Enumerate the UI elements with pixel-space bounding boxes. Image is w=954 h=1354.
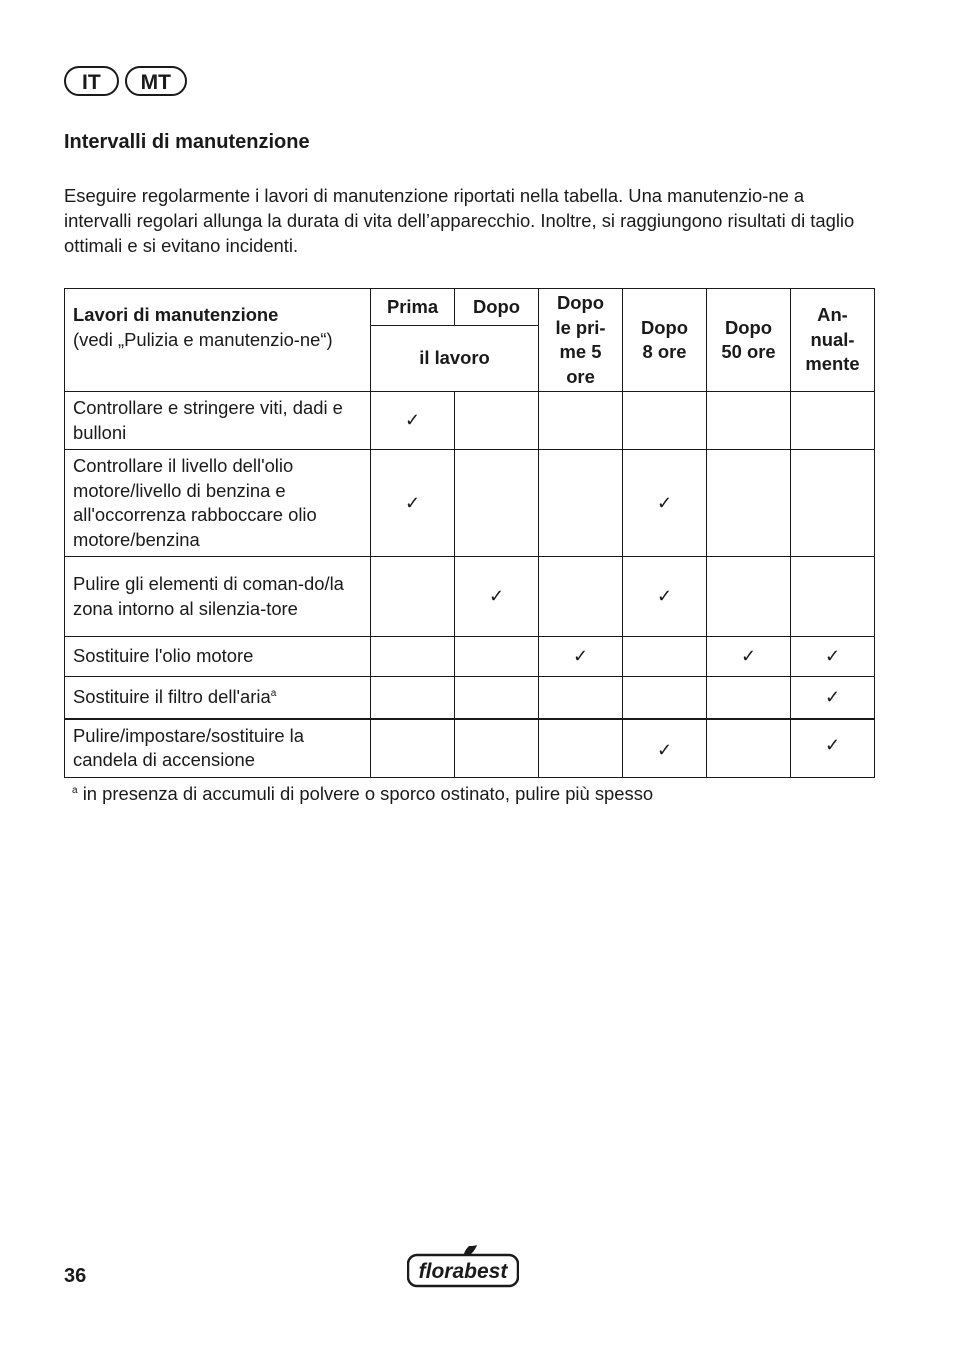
check-cell [791, 719, 875, 778]
check-cell [707, 450, 791, 557]
check-cell [707, 719, 791, 778]
check-cell [623, 719, 707, 778]
check-cell [371, 637, 455, 677]
check-cell [623, 677, 707, 719]
check-cell [791, 557, 875, 637]
check-icon: ✓ [488, 586, 505, 607]
check-cell [455, 677, 539, 719]
header-dopo-5-ore-label: Dopo le pri-me 5 ore [555, 292, 606, 387]
header-dopo-50-ore-label: Dopo 50 ore [721, 316, 776, 362]
check-icon: ✓ [824, 646, 841, 667]
check-cell [707, 637, 791, 677]
task-cell [65, 557, 371, 637]
header-tasks [65, 289, 371, 392]
table-row [65, 719, 875, 778]
check-cell [707, 677, 791, 719]
check-icon: ✓ [824, 687, 841, 707]
check-icon: ✓ [824, 734, 841, 755]
check-cell [791, 637, 875, 677]
footnote-marker: a [72, 784, 78, 796]
check-cell [707, 392, 791, 450]
logo-text: florabest [418, 1260, 508, 1283]
header-annualmente-label: An-nual-mente [805, 304, 860, 375]
check-cell [539, 677, 623, 719]
check-cell [539, 557, 623, 637]
header-dopo-5-ore [539, 289, 623, 392]
check-icon: ✓ [656, 492, 673, 513]
florabest-logo [407, 1244, 519, 1288]
check-icon: ✓ [656, 586, 673, 607]
section-title: Intervalli di manutenzione [64, 131, 310, 153]
table-row [65, 450, 875, 557]
check-icon: ✓ [404, 410, 421, 431]
task-label: Sostituire l'olio motore [73, 645, 254, 667]
check-cell [539, 719, 623, 778]
lang-badge-it: IT [64, 66, 119, 96]
check-cell [371, 557, 455, 637]
header-dopo-50-ore [707, 289, 791, 392]
table-row [65, 557, 875, 637]
header-dopo-8-ore-label: Dopo 8 ore [641, 316, 688, 362]
task-cell [65, 719, 371, 778]
task-cell [65, 450, 371, 557]
check-cell [791, 677, 875, 719]
task-footnote-marker: a [270, 687, 277, 699]
header-dopo: Dopo [455, 289, 539, 326]
check-icon: ✓ [740, 646, 757, 667]
page-number: 36 [64, 1265, 87, 1287]
footnote [72, 783, 653, 805]
check-cell [371, 450, 455, 557]
table-header-row [65, 289, 875, 326]
check-cell [707, 557, 791, 637]
check-cell [539, 450, 623, 557]
table-row [65, 637, 875, 677]
check-icon: ✓ [404, 492, 421, 513]
header-prima: Prima [371, 289, 455, 326]
check-cell [455, 450, 539, 557]
maintenance-table [64, 288, 875, 778]
task-cell [65, 637, 371, 677]
task-cell [65, 677, 371, 719]
check-cell [455, 392, 539, 450]
task-label: Pulire gli elementi di coman-do/la zona intorno al silenzia-tore [73, 573, 344, 619]
table-row [65, 392, 875, 450]
check-cell [623, 637, 707, 677]
check-icon: ✓ [572, 646, 589, 667]
task-label: Sostituire il filtro dell'aria [73, 686, 271, 707]
check-cell [791, 392, 875, 450]
check-cell [539, 637, 623, 677]
check-cell [371, 677, 455, 719]
task-label: Controllare e stringere viti, dadi e bulloni [73, 397, 343, 443]
header-dopo-8-ore [623, 289, 707, 392]
table-body [65, 392, 875, 778]
intro-paragraph: Eseguire regolarmente i lavori di manutenzione riportati nella tabella. Una manutenzio-ne a intervalli regolari allunga la durata di vita dell’apparecchio. Inoltre, si raggiungono risultati di taglio ottimali e si evitano incidenti. [64, 185, 855, 256]
header-tasks-subtitle: (vedi „Pulizia e manutenzio-ne“) [73, 328, 333, 350]
header-annualmente [791, 289, 875, 392]
check-cell [455, 719, 539, 778]
task-label: Pulire/impostare/sostituire la candela di accensione [73, 724, 304, 770]
check-cell [455, 637, 539, 677]
check-cell [623, 392, 707, 450]
footnote-text: in presenza di accumuli di polvere o sporco ostinato, pulire più spesso [82, 783, 654, 804]
check-cell [539, 392, 623, 450]
check-cell [791, 450, 875, 557]
lang-badge-mt: MT [125, 66, 187, 96]
check-cell [371, 392, 455, 450]
language-badges [64, 66, 187, 96]
task-label: Controllare il livello dell'olio motore/livello di benzina e all'occorrenza rabboccare olio motore/benzina [73, 455, 317, 550]
check-cell [623, 557, 707, 637]
check-cell [455, 557, 539, 637]
header-tasks-title: Lavori di manutenzione [73, 304, 279, 325]
check-cell [371, 719, 455, 778]
table-row [65, 677, 875, 719]
task-cell [65, 392, 371, 450]
header-il-lavoro: il lavoro [371, 326, 539, 392]
check-icon: ✓ [656, 739, 673, 760]
check-cell [623, 450, 707, 557]
